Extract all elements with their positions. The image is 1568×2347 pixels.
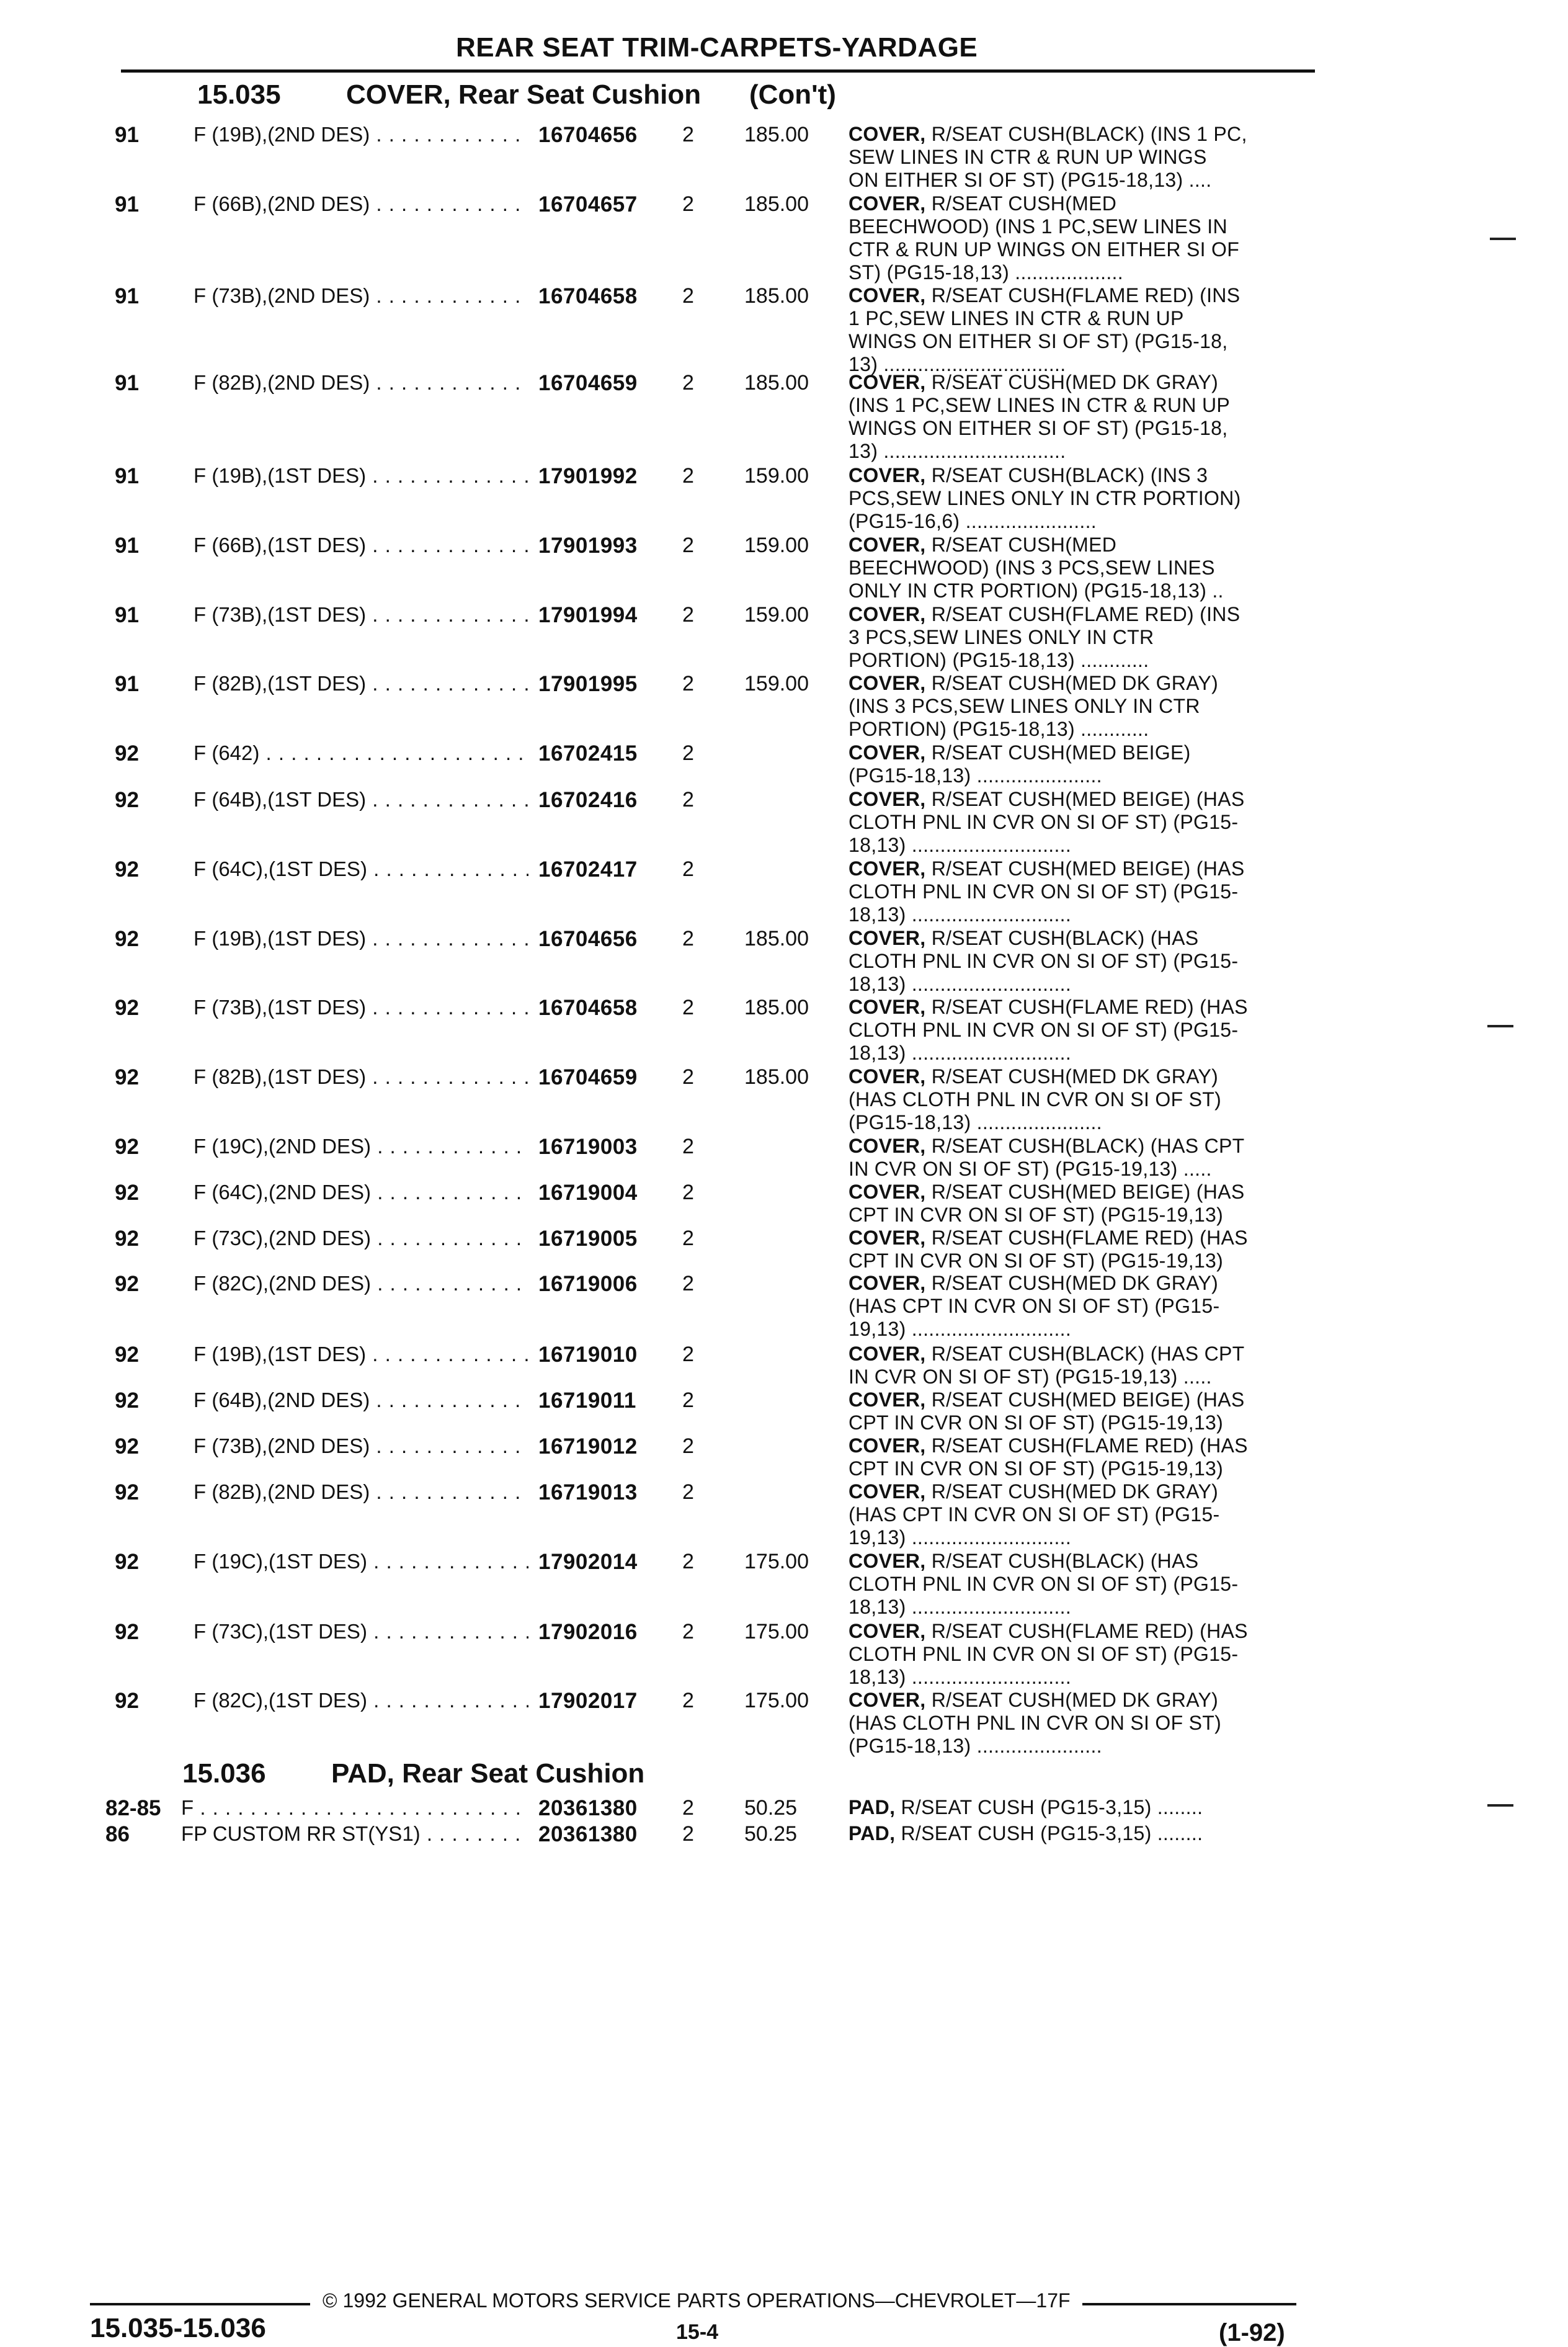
price: 185.00: [744, 371, 809, 395]
title-rule: [121, 69, 1315, 73]
description-text: R/SEAT CUSH(MED BEECHWOOD) (INS 3 PCS,SEW LINES ONLY IN CTR PORTION) (PG15-18,13) ..: [849, 534, 1224, 602]
item-number: 92: [115, 1343, 139, 1367]
description-text: R/SEAT CUSH (PG15-3,15) ........: [901, 1822, 1203, 1844]
application: F (82B),(2ND DES) . . .: [194, 1480, 528, 1504]
item-number: 91: [115, 672, 139, 696]
footer-left-rule: [90, 2303, 310, 2305]
quantity: 2: [682, 1822, 694, 1846]
description: [849, 1065, 1301, 1134]
application: F (73B),(2ND DES) . . .: [194, 284, 528, 308]
quantity: 2: [682, 123, 694, 146]
quantity: 2: [682, 1343, 694, 1366]
item-number: 91: [115, 192, 139, 217]
item-number: 91: [115, 123, 139, 147]
part-number: 16702415: [538, 741, 638, 766]
quantity: 2: [682, 996, 694, 1019]
quantity: 2: [682, 1689, 694, 1712]
item-number: 91: [115, 534, 139, 558]
application: F (19C),(1ST DES) . . .: [194, 1550, 528, 1573]
quantity: 2: [682, 788, 694, 811]
section-number: 15.036: [182, 1758, 266, 1789]
margin-tick: [1487, 1804, 1513, 1807]
application: F (66B),(1ST DES) . . .: [194, 534, 528, 557]
part-number: 16704656: [538, 123, 638, 147]
price: 50.25: [744, 1796, 798, 1820]
description: [849, 1272, 1301, 1341]
item-number: 86: [105, 1822, 130, 1846]
description-text: R/SEAT CUSH(MED BEIGE) (HAS CLOTH PNL IN CVR ON SI OF ST) (PG15- 18,13) ............................: [849, 857, 1245, 926]
part-number: 16702417: [538, 857, 638, 882]
application: F (82B),(1ST DES) . . .: [194, 672, 528, 695]
price: 185.00: [744, 927, 809, 950]
description-lead: COVER,: [849, 1272, 926, 1294]
application: F (19B),(1ST DES) . . .: [194, 927, 528, 950]
quantity: 2: [682, 464, 694, 488]
description-text: R/SEAT CUSH(MED DK GRAY) (HAS CLOTH PNL IN CVR ON SI OF ST) (PG15-18,13) ......................: [849, 1689, 1222, 1757]
description-text: R/SEAT CUSH(BLACK) (HAS CLOTH PNL IN CVR ON SI OF ST) (PG15- 18,13) ............................: [849, 927, 1239, 995]
description-text: R/SEAT CUSH(FLAME RED) (HAS CLOTH PNL IN CVR ON SI OF ST) (PG15- 18,13) ............................: [849, 996, 1248, 1064]
description-lead: COVER,: [849, 1065, 926, 1088]
part-number: 16704658: [538, 996, 638, 1020]
application: F (82B),(1ST DES) . . .: [194, 1065, 528, 1089]
part-number: 16704658: [538, 284, 638, 308]
section-continued: (Con't): [749, 79, 836, 110]
description-text: R/SEAT CUSH(MED DK GRAY) (HAS CPT IN CVR ON SI OF ST) (PG15- 19,13) ............................: [849, 1272, 1220, 1340]
application: F (73B),(1ST DES) . . .: [194, 603, 528, 627]
price: 159.00: [744, 534, 809, 557]
description-text: R/SEAT CUSH(BLACK) (HAS CPT IN CVR ON SI OF ST) (PG15-19,13) .....: [849, 1135, 1245, 1180]
description-text: R/SEAT CUSH(BLACK) (HAS CPT IN CVR ON SI OF ST) (PG15-19,13) .....: [849, 1343, 1245, 1388]
description: [849, 603, 1301, 672]
item-number: 92: [115, 1388, 139, 1413]
application: F (19B),(1ST DES) . . .: [194, 464, 528, 488]
page-title: REAR SEAT TRIM-CARPETS-YARDAGE: [456, 32, 978, 63]
description: [849, 996, 1301, 1065]
quantity: 2: [682, 1620, 694, 1643]
description: [849, 1343, 1301, 1388]
section-title: PAD, Rear Seat Cushion: [331, 1758, 645, 1789]
item-number: 92: [115, 1689, 139, 1713]
quantity: 2: [682, 1065, 694, 1089]
quantity: 2: [682, 603, 694, 627]
quantity: 2: [682, 192, 694, 216]
application: F (64B),(1ST DES) . . .: [194, 788, 528, 811]
footer-copyright: © 1992 GENERAL MOTORS SERVICE PARTS OPERATIONS—CHEVROLET—17F: [323, 2289, 1071, 2312]
quantity: 2: [682, 741, 694, 765]
item-number: 82-85: [105, 1796, 161, 1820]
section-heading-cover: [197, 79, 836, 110]
part-number: 20361380: [538, 1796, 638, 1820]
part-number: 16719005: [538, 1227, 638, 1251]
quantity: 2: [682, 927, 694, 950]
description-text: R/SEAT CUSH(BLACK) (INS 3 PCS,SEW LINES ONLY IN CTR PORTION) (PG15-16,6) .......................: [849, 464, 1241, 532]
part-number: 16719004: [538, 1181, 638, 1205]
item-number: 92: [115, 1620, 139, 1644]
description-lead: COVER,: [849, 857, 926, 880]
description-lead: COVER,: [849, 192, 926, 215]
item-number: 92: [115, 1065, 139, 1089]
description-lead: PAD,: [849, 1796, 896, 1818]
part-number: 16704659: [538, 371, 638, 395]
quantity: 2: [682, 1135, 694, 1158]
description-lead: COVER,: [849, 927, 926, 949]
part-number: 16704656: [538, 927, 638, 951]
quantity: 2: [682, 857, 694, 881]
description-text: R/SEAT CUSH(MED BEIGE) (HAS CLOTH PNL IN CVR ON SI OF ST) (PG15- 18,13) ............................: [849, 788, 1245, 856]
description-lead: COVER,: [849, 284, 926, 306]
quantity: 2: [682, 672, 694, 695]
application: F (73B),(1ST DES) . . .: [194, 996, 528, 1019]
description-text: R/SEAT CUSH(FLAME RED) (INS 1 PC,SEW LINES IN CTR & RUN UP WINGS ON EITHER SI OF ST) (PG15-18, 13) ................................: [849, 284, 1241, 375]
application: F (64B),(2ND DES) . . .: [194, 1388, 528, 1412]
description-lead: COVER,: [849, 788, 926, 810]
quantity: 2: [682, 1434, 694, 1458]
application: F (82C),(1ST DES) . . .: [194, 1689, 528, 1712]
section-title: COVER, Rear Seat Cushion: [346, 79, 702, 110]
description-lead: COVER,: [849, 603, 926, 625]
part-number: 17901992: [538, 464, 638, 488]
description-text: R/SEAT CUSH(MED DK GRAY) (INS 1 PC,SEW LINES IN CTR & RUN UP WINGS ON EITHER SI OF ST) (PG15-18, 13) ................................: [849, 371, 1231, 462]
description-text: R/SEAT CUSH (PG15-3,15) ........: [901, 1796, 1203, 1818]
description-text: R/SEAT CUSH(MED DK GRAY) (INS 3 PCS,SEW LINES ONLY IN CTR PORTION) (PG15-18,13) ............: [849, 672, 1219, 740]
part-number: 16702416: [538, 788, 638, 812]
part-number: 17902017: [538, 1689, 638, 1713]
part-number: 16719011: [538, 1388, 636, 1413]
description: [849, 857, 1301, 926]
description-lead: COVER,: [849, 534, 926, 556]
item-number: 92: [115, 788, 139, 812]
item-number: 92: [115, 1135, 139, 1159]
quantity: 2: [682, 1550, 694, 1573]
item-number: 92: [115, 1480, 139, 1504]
description-text: R/SEAT CUSH(BLACK) (HAS CLOTH PNL IN CVR ON SI OF ST) (PG15- 18,13) ............................: [849, 1550, 1239, 1618]
item-number: 92: [115, 1434, 139, 1459]
price: 159.00: [744, 672, 809, 695]
description-lead: COVER,: [849, 1689, 926, 1711]
part-number: 17901993: [538, 534, 638, 558]
description: [849, 1796, 1301, 1819]
application: F (82C),(2ND DES) . . .: [194, 1272, 528, 1295]
item-number: 91: [115, 603, 139, 627]
quantity: 2: [682, 1388, 694, 1412]
application: F (82B),(2ND DES) . . .: [194, 371, 528, 395]
description: [849, 1822, 1301, 1845]
description-lead: PAD,: [849, 1822, 896, 1844]
quantity: 2: [682, 1272, 694, 1295]
description-lead: COVER,: [849, 1227, 926, 1249]
margin-tick: [1487, 1025, 1513, 1027]
application: F (19B),(2ND DES) . . .: [194, 123, 528, 146]
description: [849, 1689, 1301, 1758]
application: F (73B),(2ND DES) . . .: [194, 1434, 528, 1458]
description: [849, 1181, 1301, 1227]
part-number: 17901995: [538, 672, 638, 696]
section-heading-pad: [182, 1758, 644, 1789]
application: F (64C),(1ST DES) . . .: [194, 857, 528, 881]
description-lead: COVER,: [849, 464, 926, 486]
application: F (642) . . .: [194, 741, 528, 765]
price: 50.25: [744, 1822, 798, 1846]
description-lead: COVER,: [849, 1434, 926, 1457]
application: F . . .: [181, 1796, 528, 1820]
item-number: 92: [115, 996, 139, 1020]
item-number: 91: [115, 371, 139, 395]
description-text: R/SEAT CUSH(MED BEIGE) (HAS CPT IN CVR ON SI OF ST) (PG15-19,13): [849, 1181, 1245, 1226]
application: FP CUSTOM RR ST(YS1) . . .: [181, 1822, 528, 1846]
part-number: 20361380: [538, 1822, 638, 1846]
description: [849, 192, 1301, 284]
item-number: 91: [115, 464, 139, 488]
description-lead: COVER,: [849, 741, 926, 764]
description: [849, 741, 1301, 787]
description: [849, 284, 1301, 376]
item-number: 92: [115, 741, 139, 766]
application: F (66B),(2ND DES) . . .: [194, 192, 528, 216]
application: F (19C),(2ND DES) . . .: [194, 1135, 528, 1158]
description-lead: COVER,: [849, 1388, 926, 1411]
description-text: R/SEAT CUSH(FLAME RED) (HAS CPT IN CVR ON SI OF ST) (PG15-19,13): [849, 1434, 1248, 1480]
price: 185.00: [744, 284, 809, 308]
margin-tick: [1490, 238, 1516, 240]
item-number: 92: [115, 1227, 139, 1251]
footer-section-range: 15.035-15.036: [90, 2313, 266, 2343]
description: [849, 1620, 1301, 1689]
part-number: 17902016: [538, 1620, 638, 1644]
application: F (73C),(1ST DES) . . .: [194, 1620, 528, 1643]
description-text: R/SEAT CUSH(FLAME RED) (HAS CLOTH PNL IN CVR ON SI OF ST) (PG15- 18,13) ............................: [849, 1620, 1248, 1688]
item-number: 92: [115, 1181, 139, 1205]
price: 185.00: [744, 996, 809, 1019]
price: 175.00: [744, 1620, 809, 1643]
quantity: 2: [682, 1480, 694, 1504]
part-number: 16719003: [538, 1135, 638, 1159]
description-lead: COVER,: [849, 371, 926, 393]
footer-right-rule: [1082, 2303, 1296, 2305]
description: [849, 927, 1301, 996]
description-lead: COVER,: [849, 1181, 926, 1203]
description: [849, 464, 1301, 533]
part-number: 17901994: [538, 603, 638, 627]
description-lead: COVER,: [849, 1135, 926, 1157]
description: [849, 1480, 1301, 1549]
quantity: 2: [682, 1227, 694, 1250]
description-lead: COVER,: [849, 672, 926, 694]
item-number: 92: [115, 1550, 139, 1574]
price: 159.00: [744, 464, 809, 488]
price: 159.00: [744, 603, 809, 627]
description: [849, 1227, 1301, 1272]
price: 185.00: [744, 1065, 809, 1089]
price: 175.00: [744, 1550, 809, 1573]
price: 185.00: [744, 192, 809, 216]
item-number: 92: [115, 1272, 139, 1296]
description-text: R/SEAT CUSH(FLAME RED) (HAS CPT IN CVR ON SI OF ST) (PG15-19,13): [849, 1227, 1248, 1272]
part-number: 16719012: [538, 1434, 638, 1459]
part-number: 17902014: [538, 1550, 638, 1574]
price: 185.00: [744, 123, 809, 146]
part-number: 16704659: [538, 1065, 638, 1089]
description-text: R/SEAT CUSH(MED BEIGE) (PG15-18,13) ......................: [849, 741, 1191, 787]
description: [849, 371, 1301, 463]
description-lead: COVER,: [849, 1620, 926, 1642]
item-number: 92: [115, 927, 139, 951]
quantity: 2: [682, 284, 694, 308]
price: 175.00: [744, 1689, 809, 1712]
description-text: R/SEAT CUSH(MED DK GRAY) (HAS CLOTH PNL IN CVR ON SI OF ST) (PG15-18,13) ......................: [849, 1065, 1222, 1133]
quantity: 2: [682, 1181, 694, 1204]
application: F (64C),(2ND DES) . . .: [194, 1181, 528, 1204]
description-lead: COVER,: [849, 1343, 926, 1365]
description-text: R/SEAT CUSH(BLACK) (INS 1 PC, SEW LINES IN CTR & RUN UP WINGS ON EITHER SI OF ST) (PG15-18,13) ....: [849, 123, 1247, 191]
description: [849, 1388, 1301, 1434]
quantity: 2: [682, 1796, 694, 1820]
part-number: 16719010: [538, 1343, 638, 1367]
item-number: 92: [115, 857, 139, 882]
description-text: R/SEAT CUSH(MED DK GRAY) (HAS CPT IN CVR ON SI OF ST) (PG15- 19,13) ............................: [849, 1480, 1220, 1549]
description-text: R/SEAT CUSH(MED BEIGE) (HAS CPT IN CVR ON SI OF ST) (PG15-19,13): [849, 1388, 1245, 1434]
application: F (19B),(1ST DES) . . .: [194, 1343, 528, 1366]
description: [849, 1135, 1301, 1181]
item-number: 91: [115, 284, 139, 308]
footer-date: (1-92): [1219, 2319, 1285, 2346]
description: [849, 1550, 1301, 1619]
footer-page-number: 15-4: [676, 2320, 719, 2344]
description-lead: COVER,: [849, 123, 926, 145]
part-number: 16719006: [538, 1272, 638, 1296]
description: [849, 672, 1301, 741]
description: [849, 123, 1301, 192]
description-text: R/SEAT CUSH(MED BEECHWOOD) (INS 1 PC,SEW LINES IN CTR & RUN UP WINGS ON EITHER SI OF ST) (PG15-18,13) ...................: [849, 192, 1240, 284]
description: [849, 788, 1301, 857]
part-number: 16719013: [538, 1480, 638, 1504]
description-lead: COVER,: [849, 996, 926, 1018]
section-number: 15.035: [197, 79, 281, 110]
application: F (73C),(2ND DES) . . .: [194, 1227, 528, 1250]
description: [849, 534, 1301, 602]
quantity: 2: [682, 371, 694, 395]
description-text: R/SEAT CUSH(FLAME RED) (INS 3 PCS,SEW LINES ONLY IN CTR PORTION) (PG15-18,13) ............: [849, 603, 1241, 671]
description-lead: COVER,: [849, 1550, 926, 1572]
part-number: 16704657: [538, 192, 638, 217]
quantity: 2: [682, 534, 694, 557]
description: [849, 1434, 1301, 1480]
description-lead: COVER,: [849, 1480, 926, 1503]
